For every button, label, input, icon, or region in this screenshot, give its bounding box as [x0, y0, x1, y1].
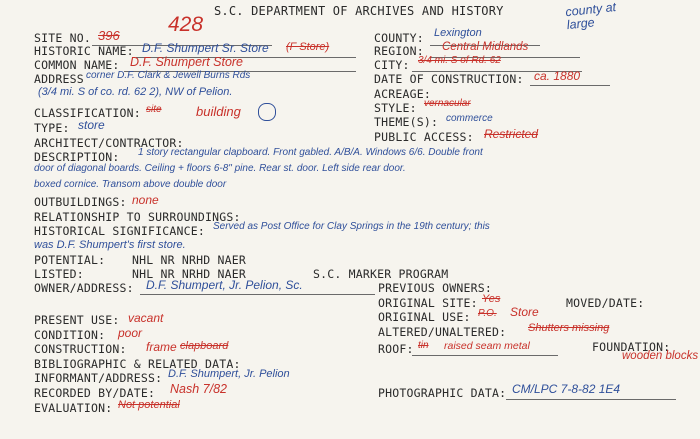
significance-line-2: was D.F. Shumpert's first store. — [34, 239, 186, 251]
themes-value: commerce — [446, 113, 493, 124]
description-line-1: 1 story rectangular clapboard. Front gabled. A/B/A. Windows 6/6. Double front — [138, 147, 483, 158]
roof-value: raised seam metal — [444, 340, 530, 352]
style-struck: vernacular — [424, 98, 471, 109]
listed-codes: NHL NR NRHD NAER — [132, 267, 246, 281]
construction-value: frame — [146, 340, 177, 354]
original-site-label: ORIGINAL SITE: — [378, 296, 478, 310]
roof-struck: tin — [418, 340, 429, 351]
public-access-label: PUBLIC ACCESS: — [374, 130, 474, 144]
classification-struck: site — [146, 104, 162, 115]
relationship-label: RELATIONSHIP TO SURROUNDINGS: — [34, 210, 241, 224]
altered-value: Shutters missing — [528, 322, 610, 334]
roof-line — [412, 355, 558, 356]
recorded-by-value: Nash 7/82 — [170, 382, 227, 396]
significance-label: HISTORICAL SIGNIFICANCE: — [34, 224, 205, 238]
construction-struck: clapboard — [180, 340, 229, 352]
common-name-value: D.F. Shumpert Store — [130, 55, 244, 69]
county-note: county at large — [564, 0, 617, 33]
potential-codes: NHL NR NRHD NAER — [132, 253, 246, 267]
present-use-label: PRESENT USE: — [34, 313, 120, 327]
informant-value: D.F. Shumpert, Jr. Pelion — [168, 368, 290, 380]
address-line-2: (3/4 mi. S of co. rd. 62 2), NW of Pelion. — [38, 86, 233, 98]
public-access-struck: Restricted — [484, 127, 539, 141]
region-value: Central Midlands — [442, 41, 529, 53]
classification-circle — [258, 103, 276, 121]
construction-label: CONSTRUCTION: — [34, 342, 127, 356]
date-construction-line — [530, 85, 610, 86]
moved-date-label: MOVED/DATE: — [566, 296, 645, 310]
significance-line-1: Served as Post Office for Clay Springs in the 19th century; this — [213, 221, 490, 232]
county-value: Lexington — [434, 27, 482, 39]
foundation-value: wooden blocks — [622, 350, 699, 362]
site-no-value: 428 — [168, 13, 204, 36]
owner-line — [140, 294, 375, 295]
original-use-struck: P.O. — [478, 308, 497, 319]
original-use-label: ORIGINAL USE: — [378, 310, 471, 324]
historic-name-value: D.F. Shumpert Sr. Store — [142, 41, 269, 55]
outbuildings-value: none — [132, 193, 159, 207]
present-use-value: vacant — [128, 311, 164, 325]
owner-label: OWNER/ADDRESS: — [34, 281, 134, 295]
card-title: S.C. DEPARTMENT OF ARCHIVES AND HISTORY — [214, 4, 504, 18]
photographic-label: PHOTOGRAPHIC DATA: — [378, 386, 507, 400]
common-name-label: COMMON NAME: — [34, 58, 120, 72]
roof-label: ROOF: — [378, 342, 414, 356]
date-construction-label: DATE OF CONSTRUCTION: — [374, 72, 524, 86]
classification-value: building — [196, 104, 241, 119]
description-label: DESCRIPTION: — [34, 150, 120, 164]
style-label: STYLE: — [374, 101, 417, 115]
classification-label: CLASSIFICATION: — [34, 106, 141, 120]
foundation-label: FOUNDATION: — [592, 340, 671, 354]
site-no-old: 396 — [98, 28, 120, 43]
address-label: ADDRESS — [34, 72, 84, 86]
type-value: store — [78, 118, 105, 132]
informant-label: INFORMANT/ADDRESS: — [34, 371, 163, 385]
date-construction-value: ca. 1880 — [534, 69, 581, 83]
photographic-line — [506, 399, 676, 400]
owner-value: D.F. Shumpert, Jr. Pelion, Sc. — [146, 278, 303, 292]
evaluation-struck: Not potential — [118, 399, 180, 411]
description-line-3: boxed cornice. Transom above double door — [34, 179, 227, 190]
architect-label: ARCHITECT/CONTRACTOR: — [34, 136, 184, 150]
description-line-2: door of diagonal boards. Ceiling + floors 6-8" pine. Rear st. door. Left side rear door. — [34, 163, 406, 174]
historic-name-label: HISTORIC NAME: — [34, 44, 134, 58]
type-label: TYPE: — [34, 121, 70, 135]
site-no-label: SITE NO. — [34, 31, 91, 45]
condition-value: poor — [118, 326, 143, 340]
original-site-value: Yes — [482, 293, 501, 305]
bibliographic-label: BIBLIOGRAPHIC & RELATED DATA: — [34, 357, 241, 371]
evaluation-label: EVALUATION: — [34, 401, 113, 415]
marker-program: S.C. MARKER PROGRAM — [313, 267, 449, 281]
photographic-value: CM/LPC 7-8-82 1E4 — [512, 382, 621, 396]
address-line-1: corner D.F. Clark & Jewell Burns Rds — [86, 70, 251, 81]
potential-label: POTENTIAL: — [34, 253, 106, 267]
listed-label: LISTED: — [34, 267, 84, 281]
city-struck: 3/4 mi. S of Rd. 62 — [418, 55, 501, 66]
altered-label: ALTERED/UNALTERED: — [378, 325, 507, 339]
condition-label: CONDITION: — [34, 328, 106, 342]
recorded-by-label: RECORDED BY/DATE: — [34, 386, 156, 400]
city-label: CITY: — [374, 58, 410, 72]
historic-name-struck: (F Store) — [286, 41, 330, 53]
outbuildings-label: OUTBUILDINGS: — [34, 195, 127, 209]
themes-label: THEME(S): — [374, 115, 439, 129]
county-label: COUNTY: — [374, 31, 424, 45]
acreage-label: ACREAGE: — [374, 87, 431, 101]
region-label: REGION: — [374, 44, 424, 58]
original-use-value: Store — [510, 305, 539, 319]
previous-owners-label: PREVIOUS OWNERS: — [378, 281, 492, 295]
